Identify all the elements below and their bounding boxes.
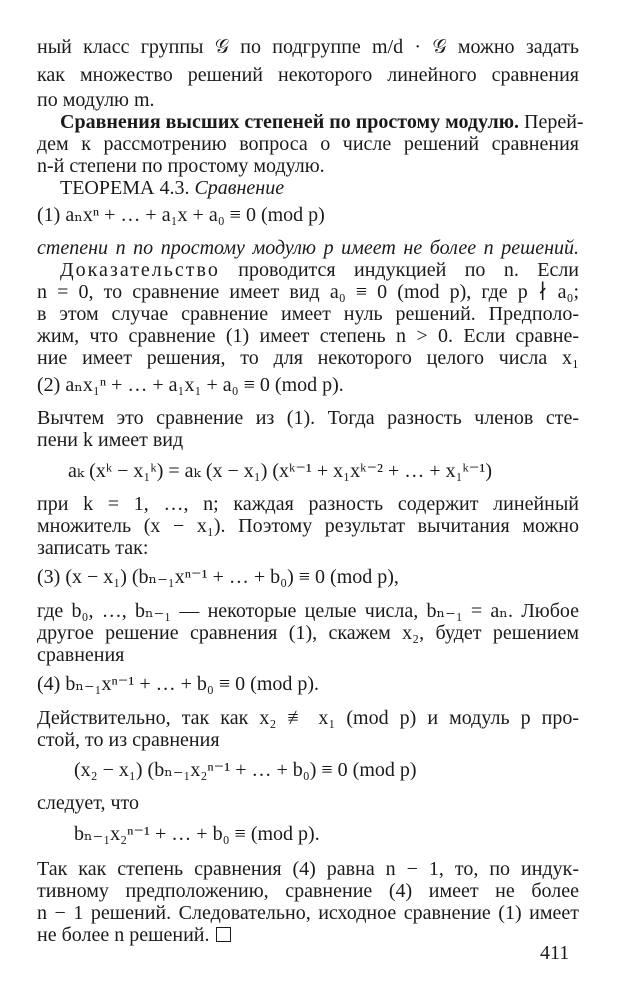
text-line: Так как степень сравнения (4) равна n − 1, то, по индук-: [37, 858, 579, 880]
text-line: при k = 1, …, n; каждая разность содержит линейный: [37, 493, 579, 515]
text-line: как множество решений некоторого линейного сравнения: [37, 64, 579, 86]
text-line: [37, 922, 579, 948]
text-line: ние имеет решения, то для некоторого целого числа x₁: [37, 347, 579, 369]
theorem-text: Сравнение: [189, 177, 285, 199]
equation-3: (3) (x − x₁) (bₙ₋₁xⁿ⁻¹ + … + b₀) ≡ 0 (mod p),: [37, 566, 399, 588]
text-line: в этом случае сравнение имеет нуль решений. Предполо-: [37, 303, 579, 325]
theorem-label: ТЕОРЕМА 4.3.: [60, 177, 190, 199]
equation-2: (2) aₙx₁ⁿ + … + a₁x₁ + a₀ ≡ 0 (mod p).: [37, 374, 344, 396]
page-number: 411: [540, 942, 570, 964]
text-span: Перей-: [519, 111, 584, 133]
text-line: сравнения: [37, 644, 125, 666]
text-span: проводится индукцией по n. Если: [219, 259, 579, 281]
text-line: стой, то из сравнения: [37, 729, 220, 751]
text-line: n − 1 решений. Следовательно, исходное сравнение (1) имеет: [37, 902, 579, 924]
text-line: множитель (x − x₁). Поэтому результат вычитания можно: [37, 515, 579, 537]
text-line: n-й степени по простому модулю.: [37, 155, 325, 177]
equation-difference: aₖ (xᵏ − x₁ᵏ) = aₖ (x − x₁) (xᵏ⁻¹ + x₁xᵏ⁻² + … + x₁ᵏ⁻¹): [68, 460, 493, 482]
text-line: следует, что: [37, 792, 140, 814]
text-line: по модулю m.: [37, 89, 155, 111]
equation-1: (1) aₙxⁿ + … + a₁x + a₀ ≡ 0 (mod p): [37, 204, 325, 226]
theorem-line: [60, 175, 579, 201]
text-line: записать так:: [37, 537, 149, 559]
equation-5: (x₂ − x₁) (bₙ₋₁x₂ⁿ⁻¹ + … + b₀) ≡ 0 (mod p): [74, 759, 417, 781]
text-line: другое решение сравнения (1), скажем x₂, будет решением: [37, 622, 579, 644]
equation-6: bₙ₋₁x₂ⁿ⁻¹ + … + b₀ ≡ (mod p).: [74, 823, 320, 845]
text-line: Действительно, так как x₂ ≢ x₁ (mod p) и модуль p про-: [37, 707, 579, 729]
text-line: ный класс группы 𝒢 по подгруппе m/d · 𝒢 можно задать: [37, 36, 579, 58]
text-line: n = 0, то сравнение имеет вид a₀ ≡ 0 (mod p), где p ∤ a₀;: [37, 281, 579, 303]
text-span: не более n решений.: [37, 924, 210, 946]
section-heading: Сравнения высших степеней по простому модулю.: [60, 111, 519, 133]
theorem-statement: степени n по простому модулю p имеет не более n решений.: [37, 237, 579, 259]
qed-icon: [216, 927, 231, 942]
text-line: пени k имеет вид: [37, 429, 184, 451]
text-line: дем к рассмотрению вопроса о числе решений сравнения: [37, 133, 579, 155]
text-line: Вычтем это сравнение из (1). Тогда разность членов сте-: [37, 407, 579, 429]
text-line: где b₀, …, bₙ₋₁ — некоторые целые числа, bₙ₋₁ = aₙ. Любое: [37, 600, 579, 622]
equation-4: (4) bₙ₋₁xⁿ⁻¹ + … + b₀ ≡ 0 (mod p).: [37, 673, 320, 695]
text-line: жим, что сравнение (1) имеет степень n > 0. Если сравне-: [37, 325, 579, 347]
proof-label: Доказательство: [60, 259, 220, 281]
text-line: тивному предположению, сравнение (4) имеет не более: [37, 880, 579, 902]
